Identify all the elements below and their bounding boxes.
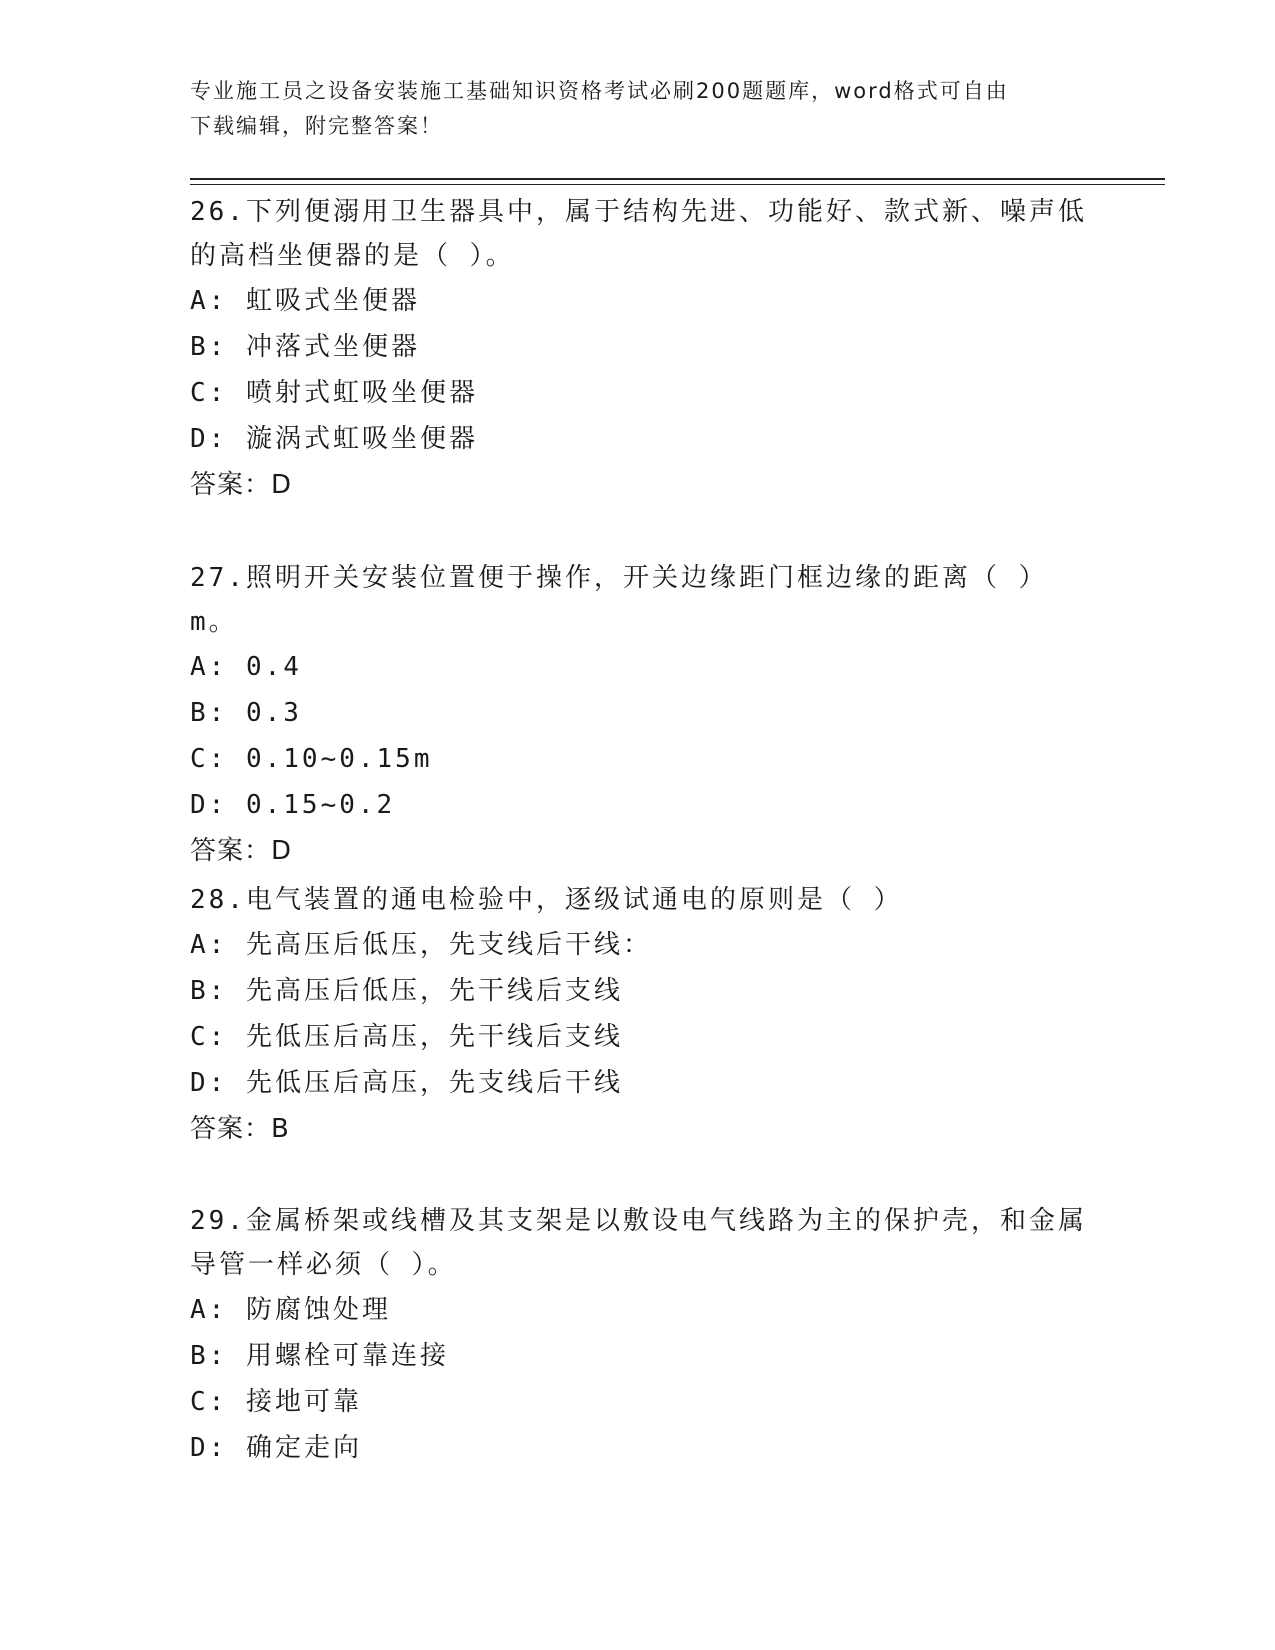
question-stem-line: 26.下列便溺用卫生器具中，属于结构先进、功能好、款式新、噪声低 (190, 197, 1087, 227)
option-b: B: 用螺栓可靠连接 (190, 1341, 449, 1371)
answer: 答案：D (190, 470, 293, 500)
option-c: C: 先低压后高压，先干线后支线 (190, 1022, 623, 1052)
option-c: C: 0.10~0.15m (190, 744, 433, 774)
document-header (190, 74, 1090, 144)
option-a: A: 防腐蚀处理 (190, 1295, 391, 1325)
question-26 (190, 190, 1090, 508)
option-b: B: 先高压后低压，先干线后支线 (190, 976, 623, 1006)
question-stem-line: 27.照明开关安装位置便于操作，开关边缘距门框边缘的距离（ ）m。 (190, 563, 1048, 637)
option-b: B: 冲落式坐便器 (190, 332, 420, 362)
option-d: D: 0.15~0.2 (190, 790, 396, 820)
question-stem-line: 的高档坐便器的是（ ）。 (190, 241, 515, 271)
option-b: B: 0.3 (190, 698, 302, 728)
option-d: D: 漩涡式虹吸坐便器 (190, 424, 478, 454)
question-28 (190, 878, 1090, 1152)
header-divider-thin (190, 184, 1165, 185)
header-line-1: 专业施工员之设备安装施工基础知识资格考试必刷200题题库，word格式可自由 (190, 79, 1009, 103)
option-c: C: 接地可靠 (190, 1387, 362, 1417)
question-27 (190, 556, 1090, 874)
answer: 答案：B (190, 1114, 290, 1144)
option-a: A: 0.4 (190, 652, 302, 682)
option-d: D: 先低压后高压，先支线后干线 (190, 1068, 623, 1098)
question-29 (190, 1199, 1090, 1471)
option-a: A: 虹吸式坐便器 (190, 286, 420, 316)
header-line-2: 下载编辑，附完整答案！ (190, 114, 443, 138)
question-stem-line: 29.金属桥架或线槽及其支架是以敷设电气线路为主的保护壳，和金属 (190, 1206, 1087, 1236)
header-divider-thick (190, 178, 1165, 180)
question-stem-line: 28.电气装置的通电检验中，逐级试通电的原则是（ ） (190, 885, 903, 915)
question-stem-line: 导管一样必须（ ）。 (190, 1250, 457, 1280)
option-a: A: 先高压后低压，先支线后干线： (190, 930, 652, 960)
answer: 答案：D (190, 836, 293, 866)
option-d: D: 确定走向 (190, 1433, 362, 1463)
option-c: C: 喷射式虹吸坐便器 (190, 378, 478, 408)
